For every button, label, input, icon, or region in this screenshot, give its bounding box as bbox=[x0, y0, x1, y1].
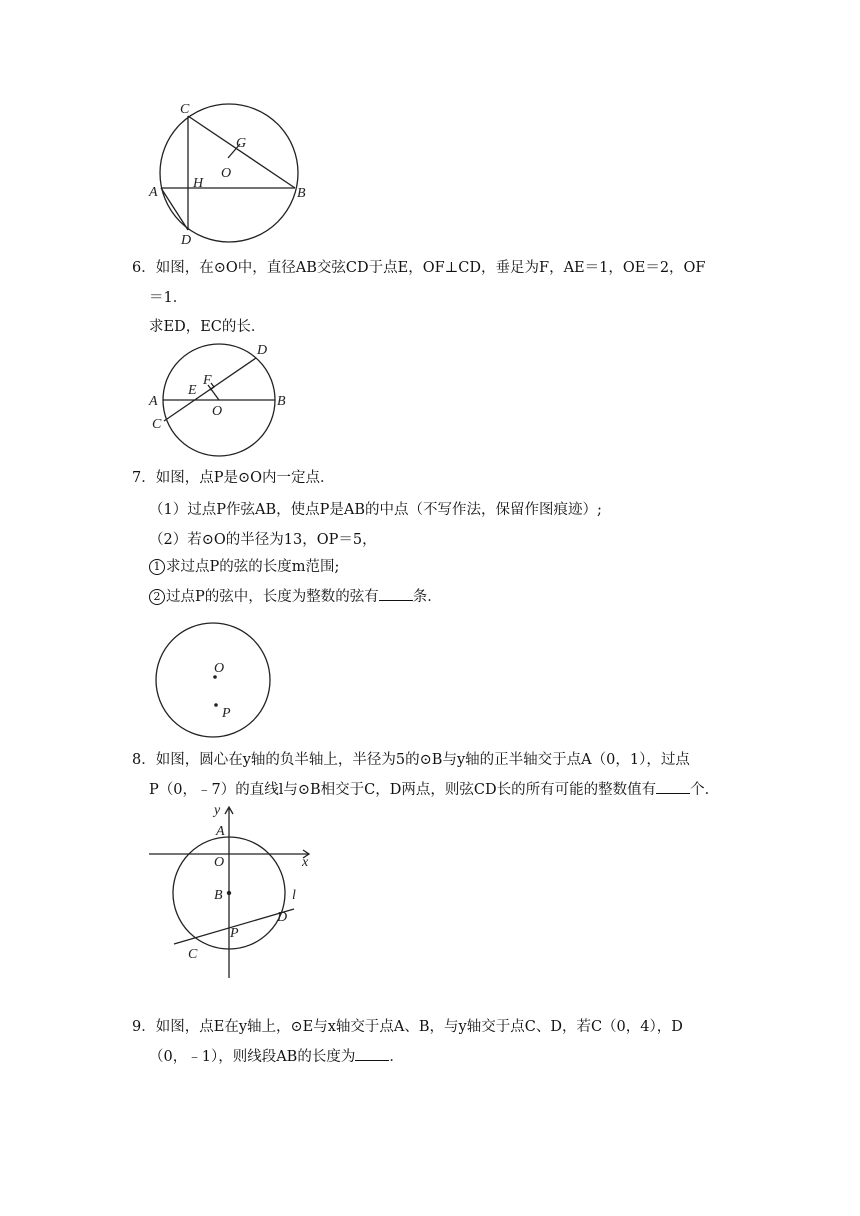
label-l: l bbox=[292, 888, 296, 903]
label-o: O bbox=[214, 661, 225, 676]
label-a: A bbox=[149, 394, 158, 409]
q8-text-3: 个． bbox=[690, 782, 720, 798]
q9-number: 9． bbox=[132, 1019, 156, 1035]
q8-line1 bbox=[132, 750, 690, 770]
segment-ad bbox=[161, 188, 188, 230]
q7-sub1-text: 求过点P的弦的长度m范围; bbox=[166, 559, 340, 575]
answer-blank[interactable] bbox=[355, 1046, 389, 1061]
q8-number: 8． bbox=[132, 752, 156, 768]
q8-line2 bbox=[149, 779, 719, 800]
label-c: C bbox=[180, 102, 190, 117]
figure-q7 bbox=[148, 618, 278, 742]
label-c: C bbox=[152, 417, 162, 432]
circle-o bbox=[156, 623, 270, 737]
answer-blank[interactable] bbox=[379, 586, 413, 601]
chord-cb bbox=[188, 116, 295, 188]
q7-sub2-text: 过点P的弦中，长度为整数的弦有 bbox=[166, 589, 379, 605]
q9-text-3: ． bbox=[389, 1049, 404, 1065]
label-x: x bbox=[302, 855, 309, 870]
q9-text-2: （0，﹣1），则线段AB的长度为 bbox=[149, 1049, 356, 1065]
q9-text-1: 如图，点E在y轴上，⊙E与x轴交于点A、B，与y轴交于点C、D，若C（0，4），D bbox=[155, 1019, 683, 1035]
figure-q6 bbox=[140, 338, 300, 462]
q7-sub1 bbox=[149, 557, 339, 577]
figure-q8 bbox=[146, 800, 316, 980]
label-o: O bbox=[214, 855, 225, 870]
label-b: B bbox=[214, 888, 223, 903]
q7-text-1: 如图，点P是⊙O内一定点． bbox=[155, 470, 335, 486]
q7-number: 7． bbox=[132, 470, 156, 486]
q6-line2: ＝1． bbox=[149, 290, 188, 306]
label-c: C bbox=[188, 947, 198, 962]
label-b: B bbox=[277, 394, 286, 409]
q6-line3: 求ED，EC的长． bbox=[149, 319, 266, 335]
q9-line1 bbox=[132, 1017, 683, 1037]
label-d: D bbox=[277, 910, 288, 925]
label-e: E bbox=[188, 383, 197, 398]
answer-blank[interactable] bbox=[656, 779, 690, 794]
label-p: P bbox=[222, 706, 231, 721]
label-g: G bbox=[236, 136, 247, 151]
label-a: A bbox=[149, 185, 158, 200]
circled-number-1: 1 bbox=[149, 559, 165, 575]
q6-line1 bbox=[132, 258, 706, 278]
label-f: F bbox=[203, 373, 212, 388]
label-y: y bbox=[214, 803, 221, 818]
point-p bbox=[214, 703, 218, 707]
q7-part1: （1）过点P作弦AB，使点P是AB的中点（不写作法，保留作图痕迹）; bbox=[149, 502, 602, 518]
circled-number-2: 2 bbox=[149, 589, 165, 605]
label-d: D bbox=[257, 343, 268, 358]
label-b: B bbox=[297, 186, 306, 201]
q6-text-1: 如图，在⊙O中，直径AB交弦CD于点E，OF⊥CD，垂足为F，AE＝1，OE＝2，OF bbox=[155, 260, 706, 276]
q9-line2 bbox=[149, 1046, 404, 1067]
center-b bbox=[227, 891, 231, 895]
label-o: O bbox=[221, 166, 232, 181]
q7-sub2-tail: 条． bbox=[412, 589, 442, 605]
q6-number: 6． bbox=[132, 260, 156, 276]
label-p: P bbox=[230, 926, 239, 941]
label-d: D bbox=[181, 233, 192, 248]
label-a: A bbox=[216, 824, 225, 839]
q8-text-1: 如图，圆心在y轴的负半轴上，半径为5的⊙B与y轴的正半轴交于点A（0，1），过点 bbox=[155, 752, 690, 768]
q7-line1 bbox=[132, 468, 335, 488]
q8-text-2: P（0，﹣7）的直线l与⊙B相交于C，D两点，则弦CD长的所有可能的整数值有 bbox=[149, 782, 657, 798]
label-h: H bbox=[193, 176, 204, 191]
q7-sub2 bbox=[149, 586, 442, 607]
label-o: O bbox=[212, 404, 223, 419]
figure-q5 bbox=[140, 98, 320, 248]
q7-part2: （2）若⊙O的半径为13，OP＝5， bbox=[149, 532, 377, 548]
